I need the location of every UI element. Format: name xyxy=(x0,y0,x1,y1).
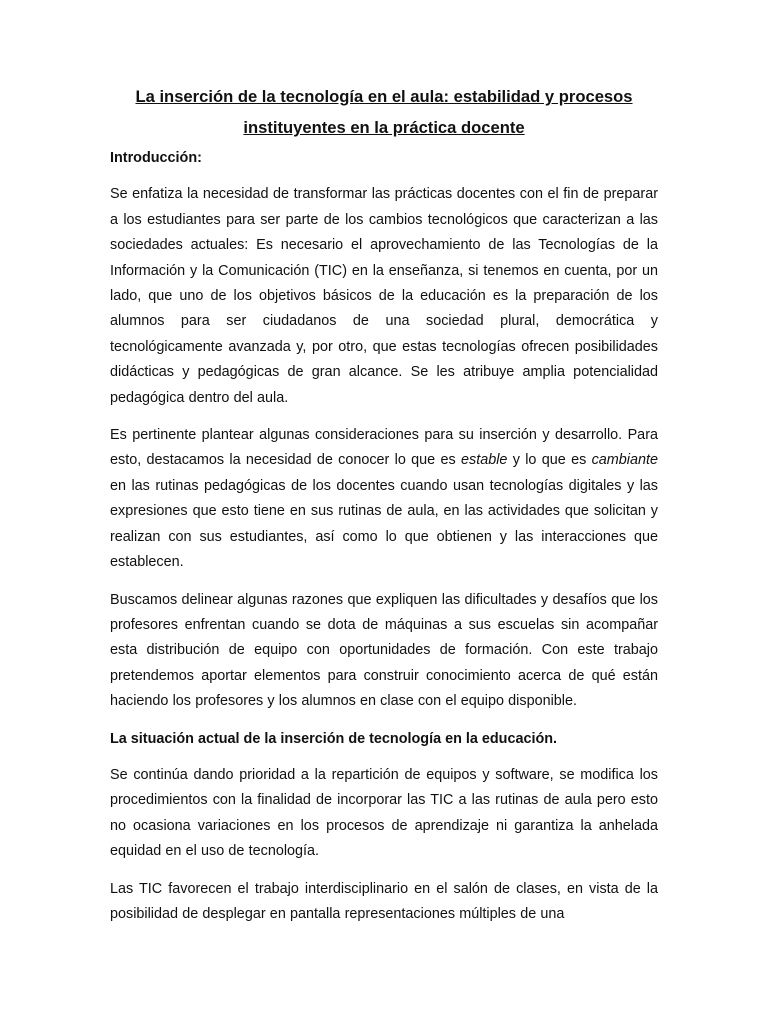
paragraph-4: Se continúa dando prioridad a la repartición de equipos y software, se modifica los procedimientos con la finalidad de incorporar las TIC a las rutinas de aula pero esto no ocasiona variaciones en los procesos de aprendizaje ni garantiza la anhelada equidad en el uso de tecnología. xyxy=(110,766,658,860)
paragraph-1: Se enfatiza la necesidad de transformar las prácticas docentes con el fin de preparar a los estudiantes para ser parte de los cambios tecnológicos que caracterizan a las sociedades actuales: Es necesario el aprovechamiento de las Tecnologías de la Información y la Comunicación (TIC) en la enseñanza, si tenemos en cuenta, por un lado, que uno de los objetivos básicos de la educación es la preparación de los alumnos para ser ciudadanos de una sociedad plural, democrática y tecnológicamente avanzada y, por otro, que estas tecnologías ofrecen posibilidades didácticas y pedagógicas de gran alcance. Se les atribuye amplia potencialidad pedagógica dentro del aula. xyxy=(110,186,658,406)
paragraph-2-text-c: en las rutinas pedagógicas de los docentes cuando usan tecnologías digitales y las expresiones que esto tiene en sus rutinas de aula, en las actividades que solicitan y realizan con sus estudiantes, así como lo que obtienen y las interacciones que establecen. xyxy=(110,477,658,571)
document-title xyxy=(110,81,658,143)
section-heading: La situación actual de la inserción de tecnología en la educación. xyxy=(110,730,558,747)
emphasis-estable: estable xyxy=(461,452,508,469)
paragraph-2 xyxy=(110,423,658,575)
paragraph-2-text-a: Es pertinente plantear algunas consideraciones para su inserción y desarrollo. Para esto, destacamos la necesidad de conocer lo que es xyxy=(110,427,658,469)
paragraph-2-text-b: y lo que es xyxy=(507,452,592,469)
emphasis-cambiante: cambiante xyxy=(591,452,658,469)
paragraph-5: Las TIC favorecen el trabajo interdisciplinario en el salón de clases, en vista de la posibilidad de desplegar en pantalla representaciones múltiples de una xyxy=(110,880,658,922)
title-line-2: instituyentes en la práctica docente xyxy=(243,118,525,137)
paragraph-3: Buscamos delinear algunas razones que expliquen las dificultades y desafíos que los profesores enfrentan cuando se dota de máquinas a sus escuelas sin acompañar esta distribución de equipo con oportunidades de formación. Con este trabajo pretendemos aportar elementos para construir conocimiento acerca de qué están haciendo los profesores y los alumnos en clase con el equipo disponible. xyxy=(110,591,658,710)
intro-heading: Introducción: xyxy=(110,150,202,166)
title-line-1: La inserción de la tecnología en el aula: estabilidad y procesos xyxy=(135,87,633,106)
